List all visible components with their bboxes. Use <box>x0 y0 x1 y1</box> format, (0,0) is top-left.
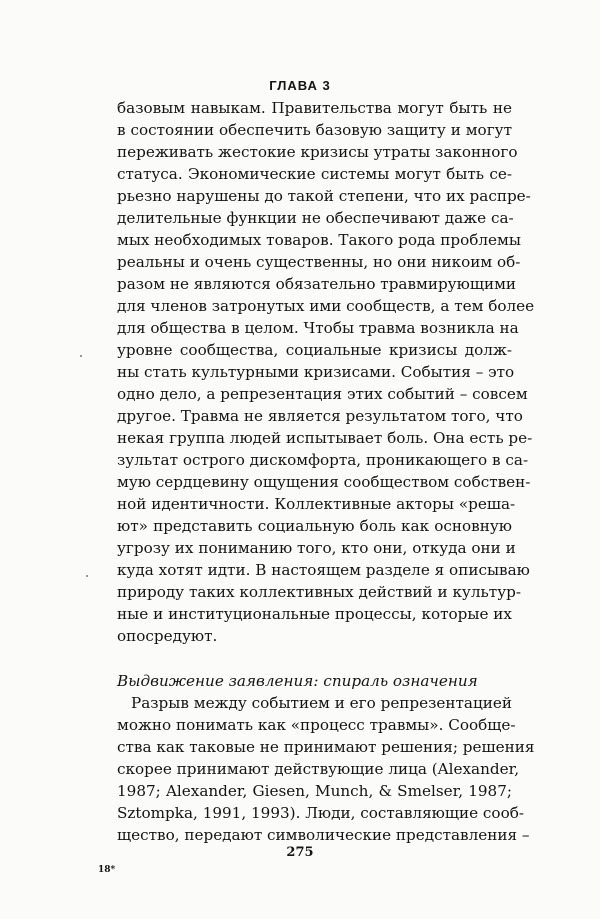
text-line: мую сердцевину ощущения сообществом собствен- <box>117 473 531 491</box>
text-line: переживать жестокие кризисы утраты законного <box>117 143 518 161</box>
text-line: одно дело, а репрезентация этих событий – совсем <box>117 385 528 403</box>
text-line: мых необходимых товаров. Такого рода проблемы <box>117 231 521 249</box>
text-line: Sztompka, 1991, 1993). Люди, составляющие сооб- <box>117 804 524 822</box>
paragraph-2 <box>117 692 535 846</box>
text-line: ные и институциональные процессы, которые их <box>117 605 512 623</box>
text-line: щество, передают символические представления – <box>117 826 530 844</box>
scan-speck <box>86 575 88 577</box>
body-text <box>117 97 535 846</box>
text-line: разом не являются обязательно травмирующими <box>117 275 517 293</box>
text-line: угрозу их пониманию того, кто они, откуда они и <box>117 539 516 557</box>
text-line: скорее принимают действующие лица (Alexander, <box>117 760 520 778</box>
text-line: для общества в целом. Чтобы травма возникла на <box>117 319 519 337</box>
text-line: ют» представить социальную боль как основную <box>117 517 512 535</box>
text-line: опосредуют. <box>117 627 218 645</box>
text-line: 1987; Alexander, Giesen, Munch, & Smelser, 1987; <box>117 782 512 800</box>
text-line: статуса. Экономические системы могут быть се- <box>117 165 512 183</box>
text-line: базовым навыкам. Правительства могут быть не <box>117 99 512 117</box>
text-line: реальны и очень существенны, но они никоим об- <box>117 253 521 271</box>
text-line: куда хотят идти. В настоящем разделе я описываю <box>117 561 530 579</box>
signature-mark: 18* <box>98 865 116 875</box>
running-head: ГЛАВА 3 <box>269 78 331 93</box>
text-line: некая группа людей испытывает боль. Она есть ре- <box>117 429 533 447</box>
text-line: для членов затронутых ими сообществ, а тем более <box>117 297 535 315</box>
text-line: природу таких коллективных действий и культур- <box>117 583 521 601</box>
text-line: рьезно нарушены до такой степени, что их распре- <box>117 187 531 205</box>
section-heading: Выдвижение заявления: спираль означения <box>117 672 478 690</box>
text-line: другое. Травма не является результатом того, что <box>117 407 523 425</box>
text-line: уровне сообщества, социальные кризисы долж- <box>117 341 512 359</box>
text-line: в состоянии обеспечить базовую защиту и могут <box>117 121 512 139</box>
text-line: делительные функции не обеспечивают даже са- <box>117 209 514 227</box>
text-line: Разрыв между событием и его репрезентацией <box>131 694 512 712</box>
text-line: зультат острого дискомфорта, проникающего в са- <box>117 451 529 469</box>
scan-speck <box>80 355 82 357</box>
text-line: можно понимать как «процесс травмы». Сообще- <box>117 716 516 734</box>
page-number: 275 <box>286 845 314 860</box>
text-line: ной идентичности. Коллективные акторы «реша- <box>117 495 516 513</box>
text-line: ны стать культурными кризисами. События – это <box>117 363 515 381</box>
text-line: ства как таковые не принимают решения; решения <box>117 738 535 756</box>
paragraph-1 <box>117 97 535 647</box>
